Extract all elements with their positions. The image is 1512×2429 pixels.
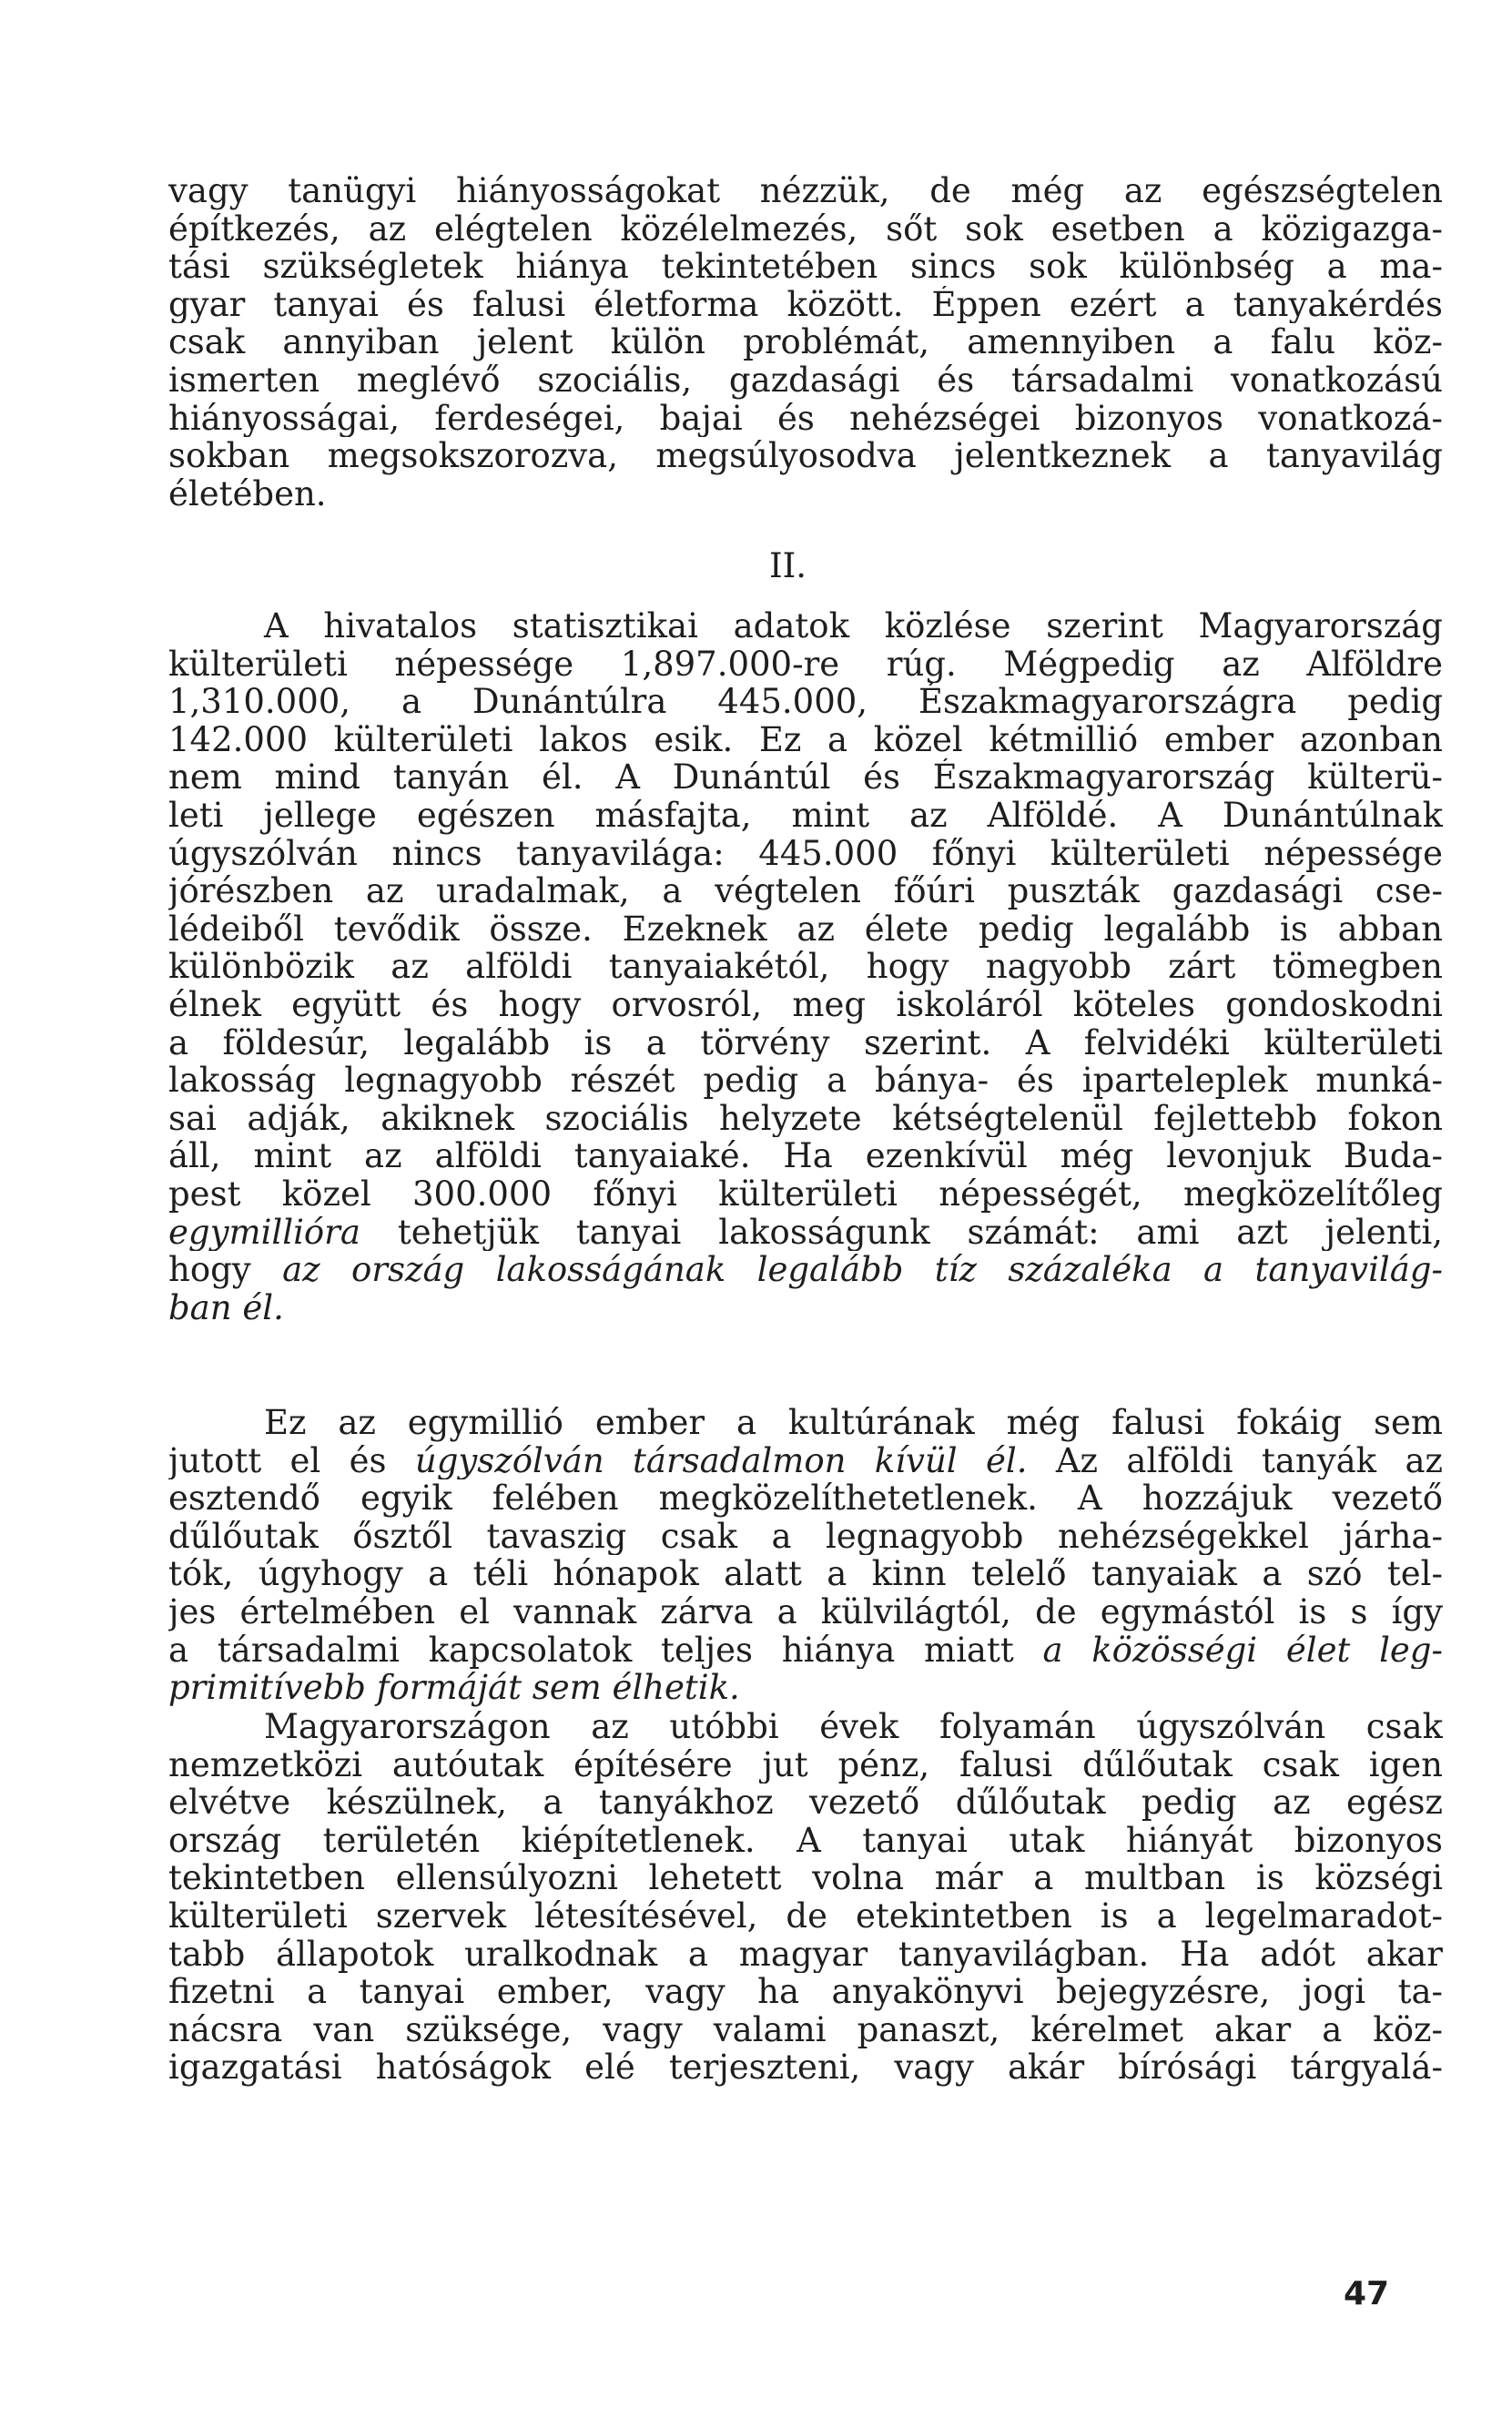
text-line: elvétve készülnek, a tanyákhoz vezető dűlőutak pedig az egész (168, 1784, 1443, 1822)
text-line: 142.000 külterületi lakos esik. Ez a közel kétmillió ember azonban (168, 720, 1443, 759)
text-line: 1,310.000, a Dunántúlra 445.000, Északmagyarországra pedig (168, 683, 1443, 721)
text-line: külterületi szervek létesítésével, de etekintetben is a legelmaradot- (168, 1896, 1443, 1936)
text-line: A hivatalos statisztikai adatok közlése szerint Magyarország (264, 607, 1443, 645)
paragraph-2 (168, 607, 1443, 1326)
text-segment: jutott el és (168, 1441, 415, 1480)
text-line: külterületi népessége 1,897.000-re rúg. Mégpedig az Alföldre (168, 645, 1443, 684)
paragraph-3 (168, 1404, 1443, 1707)
text-line: tabb állapotok uralkodnak a magyar tanyavilágban. Ha adót akar (168, 1935, 1443, 1974)
italic-text: primitívebb formáját sem élhetik. (168, 1669, 740, 1707)
text-line: tók, úgyhogy a téli hónapok alatt a kinn telelő tanyaiak a szó tel- (168, 1555, 1443, 1593)
text-line: különbözik az alföldi tanyaiakétól, hogy nagyobb zárt tömegben (168, 948, 1443, 986)
page-number: 47 (1344, 2275, 1390, 2312)
italic-text: úgyszólván társadalmon kívül él. (414, 1441, 1028, 1480)
text-line: hiányosságai, ferdeségei, bajai és nehézségei bizonyos vonatkozá- (168, 399, 1443, 438)
text-line (168, 1631, 1443, 1670)
text-line: nácsra van szüksége, vagy valami panaszt, kérelmet akar a köz- (168, 2010, 1443, 2049)
text-line: esztendő egyik felében megközelíthetetlenek. A hozzájuk vezető (168, 1479, 1443, 1518)
text-segment: Az alföldi tanyák az (1027, 1441, 1443, 1480)
text-line (168, 1251, 1443, 1289)
text-line: leti jellege egészen másfajta, mint az Alföldé. A Dunántúlnak (168, 796, 1443, 835)
text-line: tekintetben ellensúlyozni lehetett volna már a multban is községi (168, 1859, 1443, 1897)
text-line: Ez az egymillió ember a kultúrának még falusi fokáig sem (264, 1404, 1443, 1442)
text-segment: a társadalmi kapcsolatok teljes hiánya miatt (168, 1631, 1043, 1670)
text-line: a földesúr, legalább is a törvény szerint. A felvidéki külterületi (168, 1023, 1443, 1062)
paragraph-1 (168, 172, 1443, 513)
text-line: jes értelmében el vannak zárva a külvilágtól, de egymástól is s így (168, 1592, 1443, 1631)
text-line: gyar tanyai és falusi életforma között. Éppen ezért a tanyakérdés (168, 285, 1443, 324)
text-line: ismerten meglévő szociális, gazdasági és társadalmi vonatkozású (168, 361, 1443, 400)
italic-text: ban él. (168, 1288, 284, 1327)
text-line: áll, mint az alföldi tanyaiaké. Ha ezenkívül még levonjuk Buda- (168, 1137, 1443, 1175)
italic-text: a közösségi élet leg- (1042, 1631, 1443, 1670)
section-heading: II. (769, 546, 807, 585)
text-line (168, 1442, 1443, 1480)
text-line: élnek együtt és hogy orvosról, meg iskoláról köteles gondoskodni (168, 985, 1443, 1024)
text-segment: hogy (168, 1251, 283, 1289)
text-line: sokban megsokszorozva, megsúlyosodva jelentkeznek a tanyavilág (168, 437, 1443, 475)
text-line: építkezés, az elégtelen közélelmezés, sőt sok esetben a közigazga- (168, 209, 1443, 249)
text-line: fizetni a tanyai ember, vagy ha anyakönyvi bejegyzésre, jogi ta- (168, 1973, 1443, 2011)
text-line: életében. (168, 474, 327, 513)
italic-text: egymillióra (168, 1213, 360, 1252)
paragraph-4 (168, 1708, 1443, 2087)
text-line: sai adják, akiknek szociális helyzete kétségtelenül fejlettebb fokon (168, 1099, 1443, 1138)
text-line: dűlőutak ősztől tavaszig csak a legnagyobb nehézségekkel járha- (168, 1517, 1443, 1556)
text-line: Magyarországon az utóbbi évek folyamán úgyszólván csak (264, 1708, 1443, 1746)
italic-text: az ország lakosságának legalább tíz százaléka a tanyavilág- (282, 1251, 1443, 1289)
text-line (168, 1289, 1443, 1327)
text-line: csak annyiban jelent külön problémát, amennyiben a falu köz- (168, 323, 1443, 361)
text-line: nem mind tanyán él. A Dunántúl és Északmagyarország külterü- (168, 758, 1443, 797)
text-line: jórészben az uradalmak, a végtelen főúri puszták gazdasági cse- (168, 872, 1443, 910)
text-line: igazgatási hatóságok elé terjeszteni, vagy akár bírósági tárgyalá- (168, 2048, 1443, 2087)
text-line: tási szükségletek hiánya tekintetében sincs sok különbség a ma- (168, 248, 1443, 286)
text-line: úgyszólván nincs tanyavilága: 445.000 főnyi külterületi népessége (168, 834, 1443, 873)
text-line: pest közel 300.000 főnyi külterületi népességét, megközelítőleg (168, 1174, 1443, 1214)
text-line (168, 1214, 1443, 1252)
text-line: vagy tanügyi hiányosságokat nézzük, de még az egészségtelen (168, 172, 1443, 210)
text-line: ország területén kiépítetlenek. A tanyai utak hiányát bizonyos (168, 1821, 1443, 1860)
text-line (168, 1669, 1443, 1707)
text-line: nemzetközi autóutak építésére jut pénz, falusi dűlőutak csak igen (168, 1745, 1443, 1784)
text-line: lédeiből tevődik össze. Ezeknek az élete pedig legalább is abban (168, 910, 1443, 949)
text-line: lakosság legnagyobb részét pedig a bánya- és iparteleplek munká- (168, 1062, 1443, 1100)
text-segment: tehetjük tanyai lakosságunk számát: ami azt jelenti, (360, 1213, 1443, 1252)
